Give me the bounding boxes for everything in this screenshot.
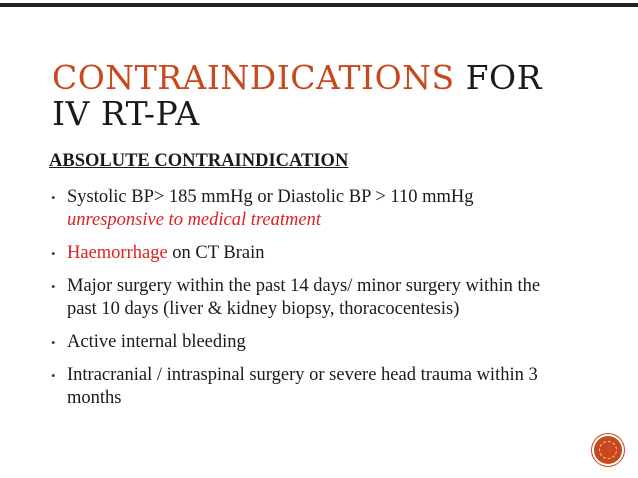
title-accent: CONTRAINDICATIONS [52, 58, 455, 97]
slide-title [52, 60, 612, 132]
list-item [49, 242, 549, 265]
bullet-icon: • [51, 279, 56, 294]
section-heading: ABSOLUTE CONTRAINDICATION [49, 151, 349, 171]
bullet-text: Systolic BP> 185 mmHg or Diastolic BP > 110 mmHg [67, 187, 474, 207]
contraindication-list [49, 186, 549, 420]
title-rest: FOR [454, 58, 542, 97]
bullet-icon: • [51, 246, 56, 261]
top-rule [0, 3, 638, 7]
list-item [49, 275, 549, 321]
list-item [49, 186, 549, 232]
bullet-text: Intracranial / intraspinal surgery or severe head trauma within 3 months [67, 365, 538, 408]
bullet-icon: • [51, 190, 56, 205]
list-item [49, 364, 549, 410]
bullet-text: on CT Brain [167, 243, 265, 263]
list-item [49, 331, 549, 354]
bullet-icon: • [51, 335, 56, 350]
title-line2: IV RT-PA [52, 94, 200, 133]
bullet-emphasis: unresponsive to medical treatment [67, 210, 321, 230]
bullet-text: Major surgery within the past 14 days/ minor surgery within the past 10 days (liver & kidney biopsy, thoracocentesis) [67, 276, 541, 319]
bullet-highlight: Haemorrhage [67, 243, 168, 263]
bullet-text: Active internal bleeding [67, 332, 246, 352]
bullet-icon: • [51, 368, 56, 383]
page-number-badge-icon [594, 436, 622, 464]
